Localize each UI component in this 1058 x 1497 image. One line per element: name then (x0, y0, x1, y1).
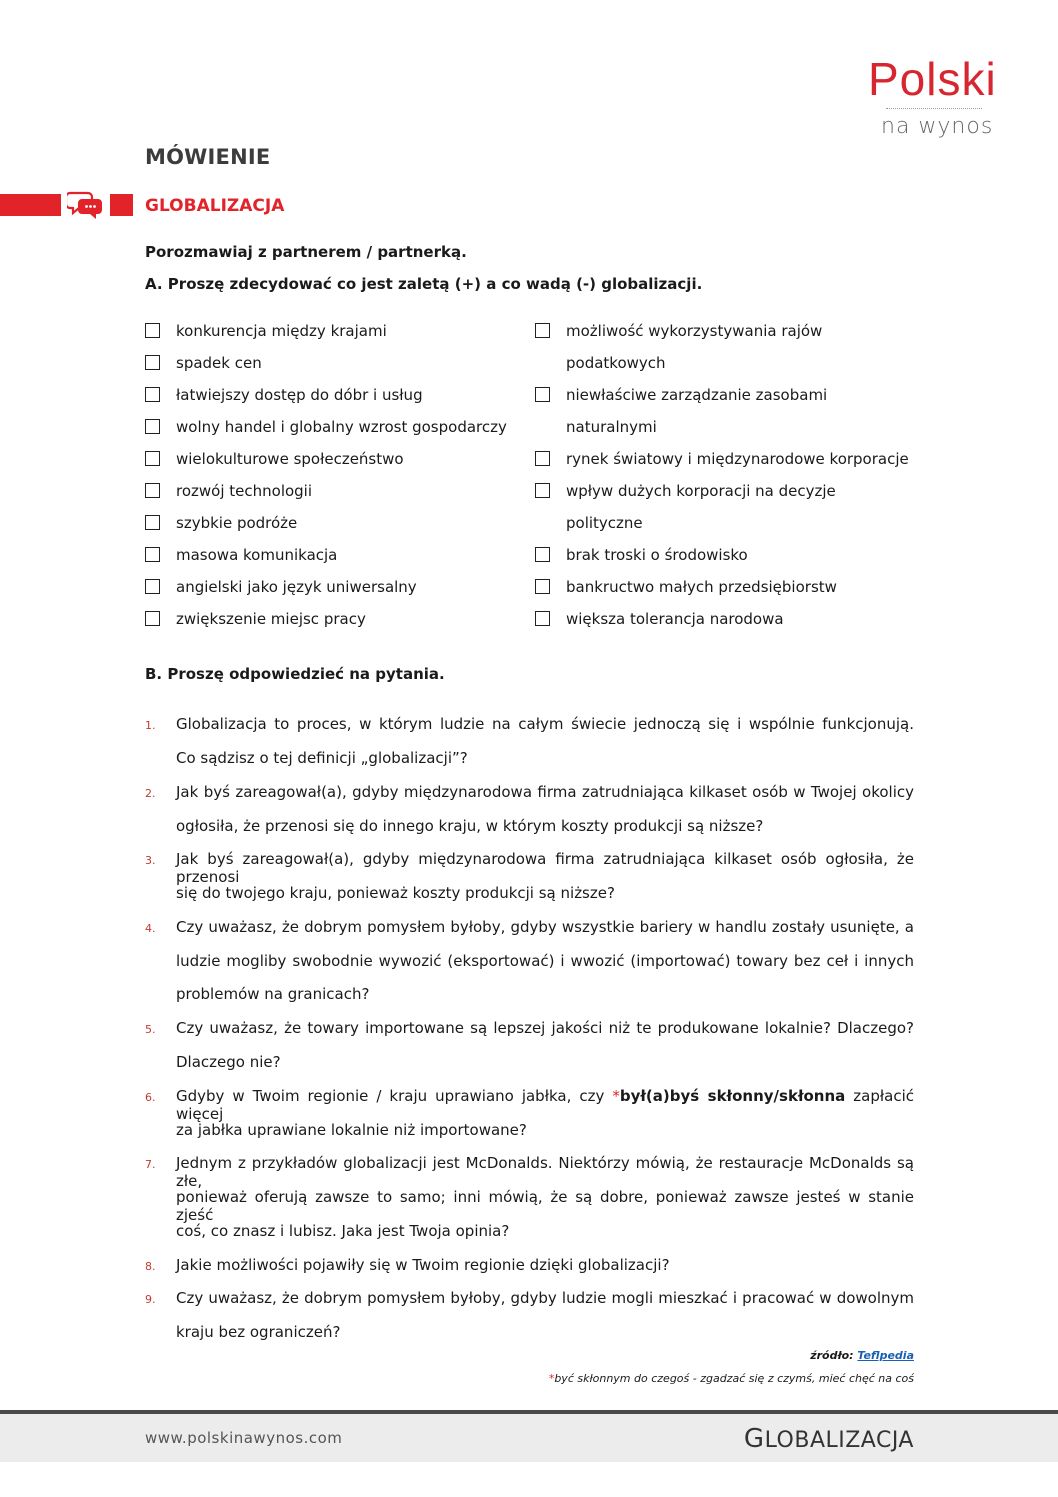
question-line: się do twojego kraju, ponieważ koszty produkcji są niższe? (176, 884, 615, 902)
list-item: konkurencja między krajami (176, 322, 387, 340)
list-item: wolny handel i globalny wzrost gospodarczy (176, 418, 507, 436)
checkbox[interactable] (145, 387, 160, 402)
list-item: łatwiejszy dostęp do dóbr i usług (176, 386, 423, 404)
question-number: 4. (145, 922, 156, 935)
checkbox[interactable] (535, 611, 550, 626)
checkbox[interactable] (145, 515, 160, 530)
question-line: ludzie mogliby swobodnie wywozić (eksportować) i wwozić (importować) towary bez ceł i innych (176, 952, 914, 970)
list-item: szybkie podróże (176, 514, 298, 532)
checkbox[interactable] (145, 579, 160, 594)
source-label: źródło: (810, 1349, 854, 1362)
intro-text: Porozmawiaj z partnerem / partnerką. (145, 243, 467, 261)
list-item: masowa komunikacja (176, 546, 338, 564)
question-number: 3. (145, 854, 156, 867)
question-line: ogłosiła, że przenosi się do innego kraju, w którym koszty produkcji są niższe? (176, 817, 764, 835)
list-item-continuation: naturalnymi (566, 418, 657, 436)
list-item: angielski jako język uniwersalny (176, 578, 417, 596)
checkbox[interactable] (145, 547, 160, 562)
source-link[interactable]: Teflpedia (857, 1349, 914, 1362)
checkbox[interactable] (145, 451, 160, 466)
list-item: zwiększenie miejsc pracy (176, 610, 366, 628)
list-item: niewłaściwe zarządzanie zasobami (566, 386, 828, 404)
question-text: zapłacić więcej (176, 1087, 914, 1123)
question-line: Jednym z przykładów globalizacji jest McDonalds. Niektórzy mówią, że restauracje McDonalds są złe, (176, 1154, 914, 1190)
footer-topic-rest: LOBALIZACJA (764, 1428, 914, 1453)
brand-logo (868, 53, 1008, 146)
checkbox[interactable] (535, 323, 550, 338)
logo-brand-text: Polski (868, 53, 997, 105)
footer-topic-initial: G (743, 1424, 765, 1454)
checkbox[interactable] (535, 579, 550, 594)
checkbox[interactable] (535, 483, 550, 498)
question-line: Czy uważasz, że towary importowane są lepszej jakości niż te produkowane lokalnie? Dlaczego? (176, 1019, 914, 1037)
header-accent-bar (0, 194, 61, 216)
checkbox[interactable] (145, 419, 160, 434)
question-line: kraju bez ograniczeń? (176, 1323, 341, 1341)
footnote-star: * (548, 1372, 555, 1385)
question-number: 5. (145, 1023, 156, 1036)
checkbox[interactable] (145, 355, 160, 370)
question-number: 1. (145, 719, 156, 732)
footnote (549, 1372, 914, 1385)
question-line: Jakie możliwości pojawiły się w Twoim regionie dzięki globalizacji? (176, 1256, 670, 1274)
list-item: większa tolerancja narodowa (566, 610, 784, 628)
question-line: Czy uważasz, że dobrym pomysłem byłoby, gdyby ludzie mogli mieszkać i pracować w dowolnym (176, 1289, 914, 1307)
list-item-continuation: polityczne (566, 514, 643, 532)
list-item: wpływ dużych korporacji na decyzje (566, 482, 836, 500)
checkbox[interactable] (145, 323, 160, 338)
checkbox[interactable] (535, 451, 550, 466)
footer-topic (744, 1424, 914, 1454)
list-item: brak troski o środowisko (566, 546, 748, 564)
footnote-marker: * (612, 1087, 620, 1105)
speech-bubbles-icon (67, 189, 105, 219)
checkbox[interactable] (145, 611, 160, 626)
list-item: bankructwo małych przedsiębiorstw (566, 578, 837, 596)
footnote-text: być skłonnym do czegoś - zgadzać się z czymś, mieć chęć na coś (554, 1372, 914, 1385)
question-number: 7. (145, 1158, 156, 1171)
question-line (176, 1087, 914, 1123)
logo-divider (886, 108, 982, 109)
question-number: 8. (145, 1260, 156, 1273)
question-number: 9. (145, 1293, 156, 1306)
question-line: Jak byś zareagował(a), gdyby międzynarodowa firma zatrudniająca kilkaset osób ogłosiła, że przenosi (176, 850, 914, 886)
section-heading: GLOBALIZACJA (145, 196, 285, 216)
task-b-heading: B. Proszę odpowiedzieć na pytania. (145, 665, 445, 683)
question-line: Czy uważasz, że dobrym pomysłem byłoby, gdyby wszystkie bariery w handlu zostały usunięte, a (176, 918, 914, 936)
list-item-continuation: podatkowych (566, 354, 666, 372)
question-number: 6. (145, 1091, 156, 1104)
question-line: coś, co znasz i lubisz. Jaka jest Twoja opinia? (176, 1222, 510, 1240)
question-line: Jak byś zareagował(a), gdyby międzynarodowa firma zatrudniająca kilkaset osób w Twojej okolicy (176, 783, 914, 801)
question-line: za jabłka uprawiane lokalnie niż importowane? (176, 1121, 527, 1139)
list-item: rozwój technologii (176, 482, 313, 500)
list-item: wielokulturowe społeczeństwo (176, 450, 404, 468)
question-emphasis: był(a)byś skłonny/skłonna (619, 1087, 846, 1105)
question-line: problemów na granicach? (176, 985, 370, 1003)
task-a-heading: A. Proszę zdecydować co jest zaletą (+) a co wadą (-) globalizacji. (145, 275, 703, 293)
question-number: 2. (145, 787, 156, 800)
checkbox[interactable] (145, 483, 160, 498)
list-item: spadek cen (176, 354, 262, 372)
question-line: ponieważ oferują zawsze to samo; inni mówią, że są dobre, ponieważ zawsze jesteś w stanie zjeść (176, 1188, 914, 1224)
source-credit (810, 1349, 914, 1362)
page-title: MÓWIENIE (145, 145, 271, 169)
logo-subtitle: na wynos (881, 114, 994, 139)
question-line: Dlaczego nie? (176, 1053, 281, 1071)
question-line: Globalizacja to proces, w którym ludzie na całym świecie jednoczą się i wspólnie funkcjonują. (176, 715, 914, 733)
header-accent-block (110, 194, 133, 216)
list-item: rynek światowy i międzynarodowe korporacje (566, 450, 909, 468)
checkbox[interactable] (535, 387, 550, 402)
footer-website: www.polskinawynos.com (145, 1429, 343, 1447)
question-line: Co sądzisz o tej definicji „globalizacji”? (176, 749, 468, 767)
checkbox[interactable] (535, 547, 550, 562)
question-text: Gdyby w Twoim regionie / kraju uprawiano jabłka, czy (176, 1087, 613, 1105)
list-item: możliwość wykorzystywania rajów (566, 322, 823, 340)
